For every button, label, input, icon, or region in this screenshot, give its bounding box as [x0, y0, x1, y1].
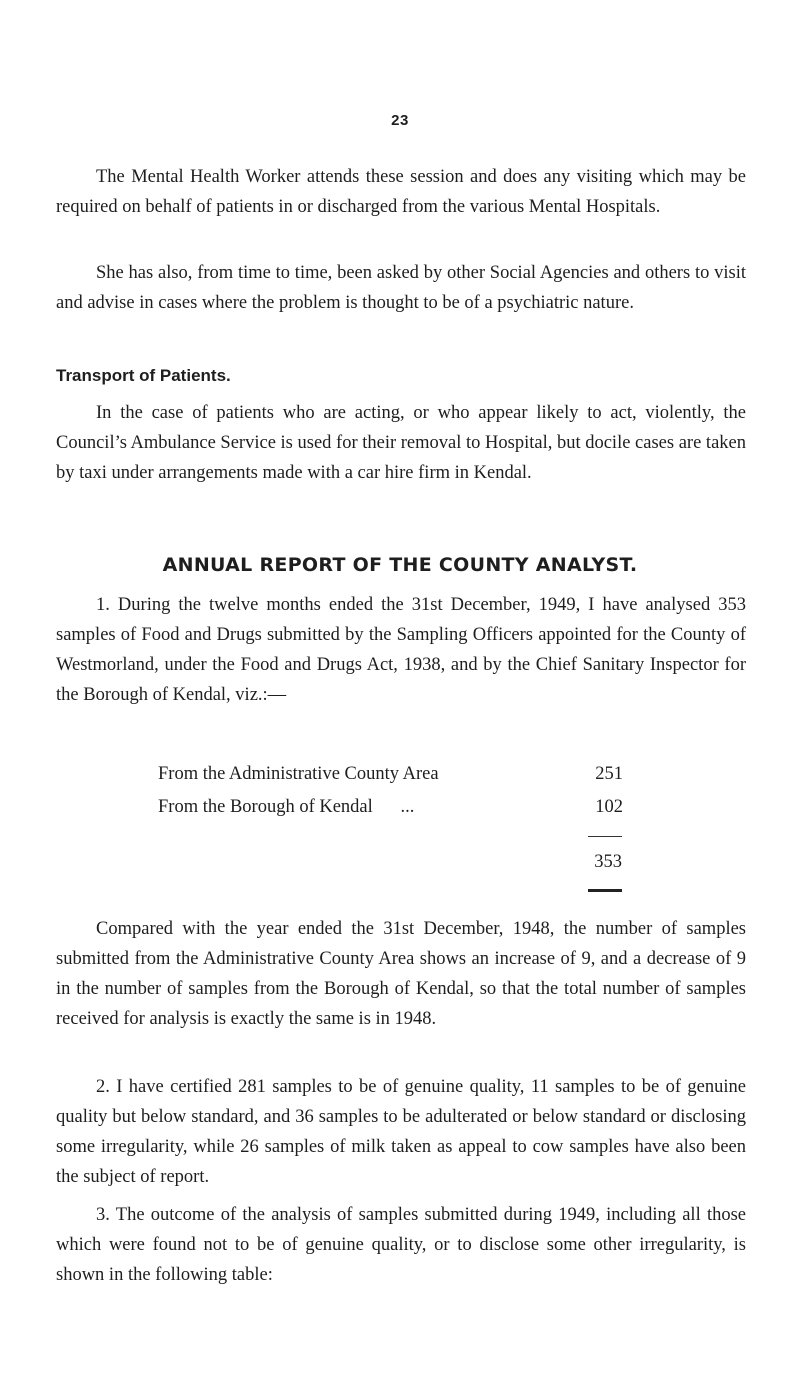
page-number: 23	[391, 112, 409, 129]
transport-paragraph: In the case of patients who are acting, or who appear likely to act, violently, the Council’s Ambulance Service is used for their removal to Hospital, but docile cases are taken by taxi under arrangements made with a car hire firm in Kendal.	[56, 403, 746, 483]
summary-row-kendal	[158, 797, 658, 830]
summary-value-kendal: 102	[595, 797, 623, 817]
mental-health-paragraph-1: The Mental Health Worker attends these session and does any visiting which may be required on behalf of patients in or discharged from the various Mental Hospitals.	[56, 167, 746, 217]
summary-row-county	[158, 764, 658, 797]
summary-value-county: 251	[595, 764, 623, 784]
mental-health-paragraph-2: She has also, from time to time, been asked by other Social Agencies and others to visit and advise in cases where the problem is thought to be of a psychiatric nature.	[56, 263, 746, 313]
summary-rule-top	[588, 836, 622, 837]
annual-report-paragraph-1: 1. During the twelve months ended the 31st December, 1949, I have analysed 353 samples of Food and Drugs submitted by the Sampling Officers appointed for the County of Westmorland, under the Food and Drugs Act, 1938, and by the Chief Sanitary Inspector for the Borough of Kendal, viz.:—	[56, 595, 746, 705]
transport-heading: Transport of Patients.	[56, 366, 231, 385]
summary-total: 353	[594, 852, 622, 872]
summary-label-kendal: From the Borough of Kendal ...	[158, 797, 415, 817]
annual-report-paragraph-2: 2. I have certified 281 samples to be of genuine quality, 11 samples to be of genuine quality but below standard, and 36 samples to be adulterated or below standard or disclosing some irregularity, while 26 samples of milk taken as appeal to cow samples have also been the subject of report.	[56, 1077, 746, 1187]
annual-report-heading: ANNUAL REPORT OF THE COUNTY ANALYST.	[162, 554, 638, 576]
summary-rule-bottom	[588, 889, 622, 892]
sample-summary	[158, 764, 658, 872]
summary-label-county: From the Administrative County Area	[158, 764, 439, 784]
annual-report-paragraph-3: 3. The outcome of the analysis of samples submitted during 1949, including all those which were found not to be of genuine quality, or to disclose some other irregularity, is shown in the following table:	[56, 1205, 746, 1285]
compared-paragraph: Compared with the year ended the 31st December, 1948, the number of samples submitted from the Administrative County Area shows an increase of 9, and a decrease of 9 in the number of samples from the Borough of Kendal, so that the total number of samples received for analysis is exactly the same is in 1948.	[56, 919, 746, 1029]
